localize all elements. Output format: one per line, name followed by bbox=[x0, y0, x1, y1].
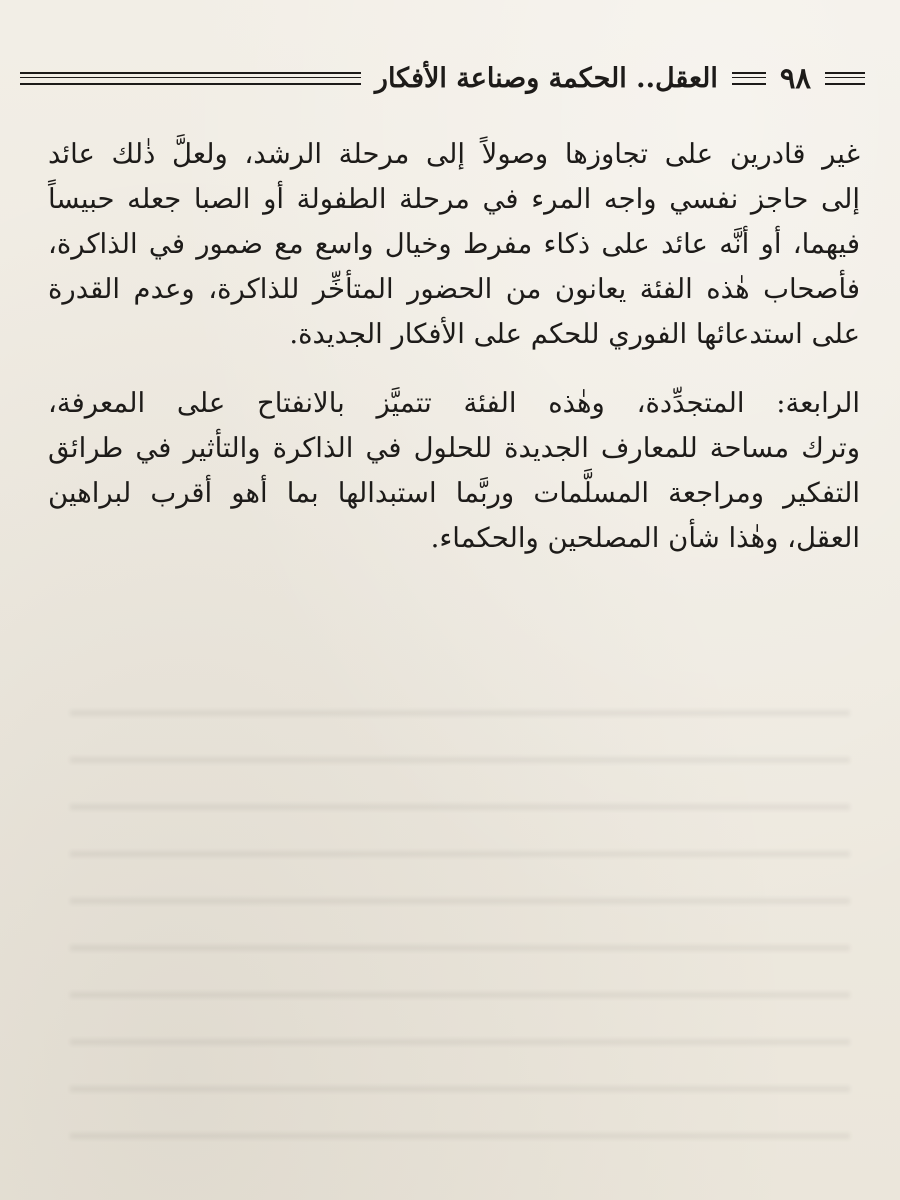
header-rule-long bbox=[20, 72, 361, 85]
paragraph-1 bbox=[48, 132, 860, 357]
page-number: ٩٨ bbox=[779, 60, 811, 95]
text-line: فأصحاب هٰذه الفئة يعانون من الحضور المتأخِّر للذاكرة، وعدم القدرة bbox=[48, 273, 860, 305]
reverse-page-show-through bbox=[70, 680, 850, 1180]
header-rule-short bbox=[732, 72, 766, 85]
running-title: العقل.. الحكمة وصناعة الأفكار bbox=[374, 62, 718, 94]
text-line: على استدعائها الفوري للحكم على الأفكار الجديدة. bbox=[289, 318, 860, 350]
running-header bbox=[20, 56, 865, 100]
body-text bbox=[48, 132, 860, 561]
text-line: وترك مساحة للمعارف الجديدة للحلول في الذاكرة والتأثير في طرائق bbox=[48, 432, 860, 464]
text-line: فيهما، أو أنَّه عائد على ذكاء مفرط وخيال واسع مع ضمور في الذاكرة، bbox=[48, 228, 860, 260]
text-line: التفكير ومراجعة المسلَّمات وربَّما استبدالها بما أهو أقرب لبراهين bbox=[48, 477, 860, 509]
text-line: الرابعة: المتجدِّدة، وهٰذه الفئة تتميَّز بالانفتاح على المعرفة، bbox=[48, 387, 860, 419]
text-line: العقل، وهٰذا شأن المصلحين والحكماء. bbox=[430, 522, 860, 554]
header-rule-right bbox=[825, 72, 865, 85]
paragraph-2 bbox=[48, 381, 860, 561]
text-line: غير قادرين على تجاوزها وصولاً إلى مرحلة الرشد، ولعلَّ ذٰلك عائد bbox=[48, 138, 860, 170]
text-line: إلى حاجز نفسي واجه المرء في مرحلة الطفولة أو الصبا جعله حبيساً bbox=[48, 183, 860, 215]
